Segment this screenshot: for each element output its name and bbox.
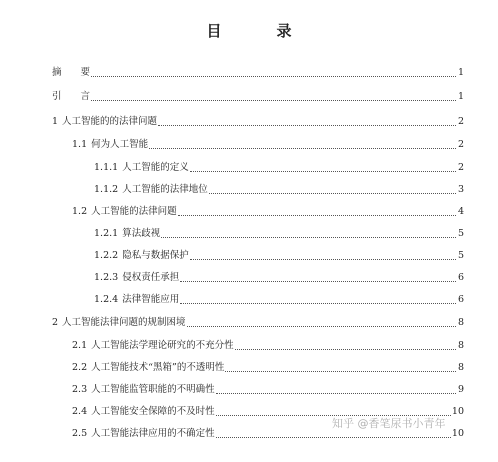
toc-entry-page: 6: [457, 272, 464, 283]
toc-entry-label: 算法歧视: [122, 228, 161, 239]
dot-leader: [178, 214, 456, 216]
toc-entry-1-2-2[interactable]: [94, 249, 464, 263]
toc-entry-label: 人工智能监管职能的不明确性: [91, 384, 215, 395]
toc-entry-label: 人工智能法律问题的规制困境: [62, 317, 186, 328]
toc-entry-label: 人工智能的定义: [122, 162, 189, 173]
toc-entry-page: 8: [457, 317, 464, 328]
toc-entry-label: 人工智能的法律问题: [91, 206, 177, 217]
toc-entry-label: 侵权责任承担: [122, 272, 180, 283]
toc-entry-chapter-2[interactable]: [52, 316, 464, 330]
toc-entry-page: 10: [451, 406, 464, 417]
toc-entry-number: 2.4: [72, 406, 88, 417]
dot-leader: [209, 192, 456, 194]
dot-leader: [158, 124, 456, 126]
toc-entry-page: 6: [457, 294, 464, 305]
toc-entry-label: 摘 要: [52, 67, 91, 78]
dot-leader: [161, 236, 456, 238]
dot-leader: [190, 170, 456, 172]
toc-entry-number: 1.1.2: [94, 184, 119, 195]
toc-entry-number: 2.3: [72, 384, 88, 395]
dot-leader: [187, 325, 456, 327]
toc-entry-label: 人工智能技术“黑箱”的不透明性: [91, 362, 225, 373]
toc-entry-label: 人工智能安全保障的不及时性: [91, 406, 215, 417]
toc-entry-number: 1.2.2: [94, 250, 119, 261]
toc-entry-page: 8: [457, 340, 464, 351]
toc-entry-label: 何为人工智能: [91, 139, 149, 150]
dot-leader: [216, 436, 451, 438]
dot-leader: [225, 370, 456, 372]
watermark: 知乎 @香笔尿书小青年: [332, 417, 446, 430]
dot-leader: [235, 348, 456, 350]
toc-entry-number: 2.2: [72, 362, 88, 373]
toc-entry-page: 10: [451, 428, 464, 439]
toc-entry-label: 人工智能法律应用的不确定性: [91, 428, 215, 439]
toc-entry-page: 2: [457, 139, 464, 150]
dot-leader: [180, 302, 456, 304]
toc-entry-2-1[interactable]: [72, 339, 464, 353]
dot-leader: [180, 280, 456, 282]
toc-entry-label: 法律智能应用: [122, 294, 180, 305]
toc-entry-page: 8: [457, 362, 464, 373]
toc-entry-page: 2: [457, 116, 464, 127]
toc-entry-number: 1.2: [72, 206, 88, 217]
toc-entry-1-2-4[interactable]: [94, 293, 464, 307]
toc-entry-1-2-3[interactable]: [94, 271, 464, 285]
toc-entry-introduction[interactable]: [52, 90, 464, 104]
toc-entry-1-1[interactable]: [72, 138, 464, 152]
toc-entry-label: 人工智能的法律地位: [122, 184, 208, 195]
toc-entry-page: 1: [457, 91, 464, 102]
toc-entry-page: 5: [457, 228, 464, 239]
toc-entry-number: 1.1: [72, 139, 88, 150]
toc-entry-page: 4: [457, 206, 464, 217]
dot-leader: [91, 99, 456, 101]
toc-entry-1-1-1[interactable]: [94, 161, 464, 175]
toc-entry-number: 2: [52, 317, 59, 328]
toc-entry-number: 2.1: [72, 340, 88, 351]
toc-entry-number: 1.2.3: [94, 272, 119, 283]
dot-leader: [190, 258, 456, 260]
toc-entry-abstract[interactable]: [52, 66, 464, 80]
toc-entry-label: 隐私与数据保护: [122, 250, 189, 261]
toc-entry-chapter-1[interactable]: [52, 115, 464, 129]
toc-entry-label: 引 言: [52, 91, 91, 102]
toc-entry-page: 2: [457, 162, 464, 173]
toc-entry-page: 1: [457, 67, 464, 78]
dot-leader: [216, 392, 456, 394]
toc-entry-number: 1: [52, 116, 59, 127]
toc-entry-2-2[interactable]: [72, 361, 464, 375]
toc-title: 目 录: [206, 22, 312, 40]
toc-entry-number: 1.2.1: [94, 228, 119, 239]
toc-entry-page: 3: [457, 184, 464, 195]
toc-entry-number: 1.2.4: [94, 294, 119, 305]
toc-entry-1-2[interactable]: [72, 205, 464, 219]
toc-entry-page: 9: [457, 384, 464, 395]
dot-leader: [149, 147, 456, 149]
toc-entry-2-3[interactable]: [72, 383, 464, 397]
dot-leader: [91, 75, 456, 77]
toc-entry-number: 2.5: [72, 428, 88, 439]
toc-entry-1-1-2[interactable]: [94, 183, 464, 197]
toc-entry-label: 人工智能法学理论研究的不充分性: [91, 340, 234, 351]
toc-entry-label: 人工智能的的法律问题: [62, 116, 158, 127]
toc-entry-number: 1.1.1: [94, 162, 119, 173]
toc-entry-page: 5: [457, 250, 464, 261]
toc-entry-1-2-1[interactable]: [94, 227, 464, 241]
